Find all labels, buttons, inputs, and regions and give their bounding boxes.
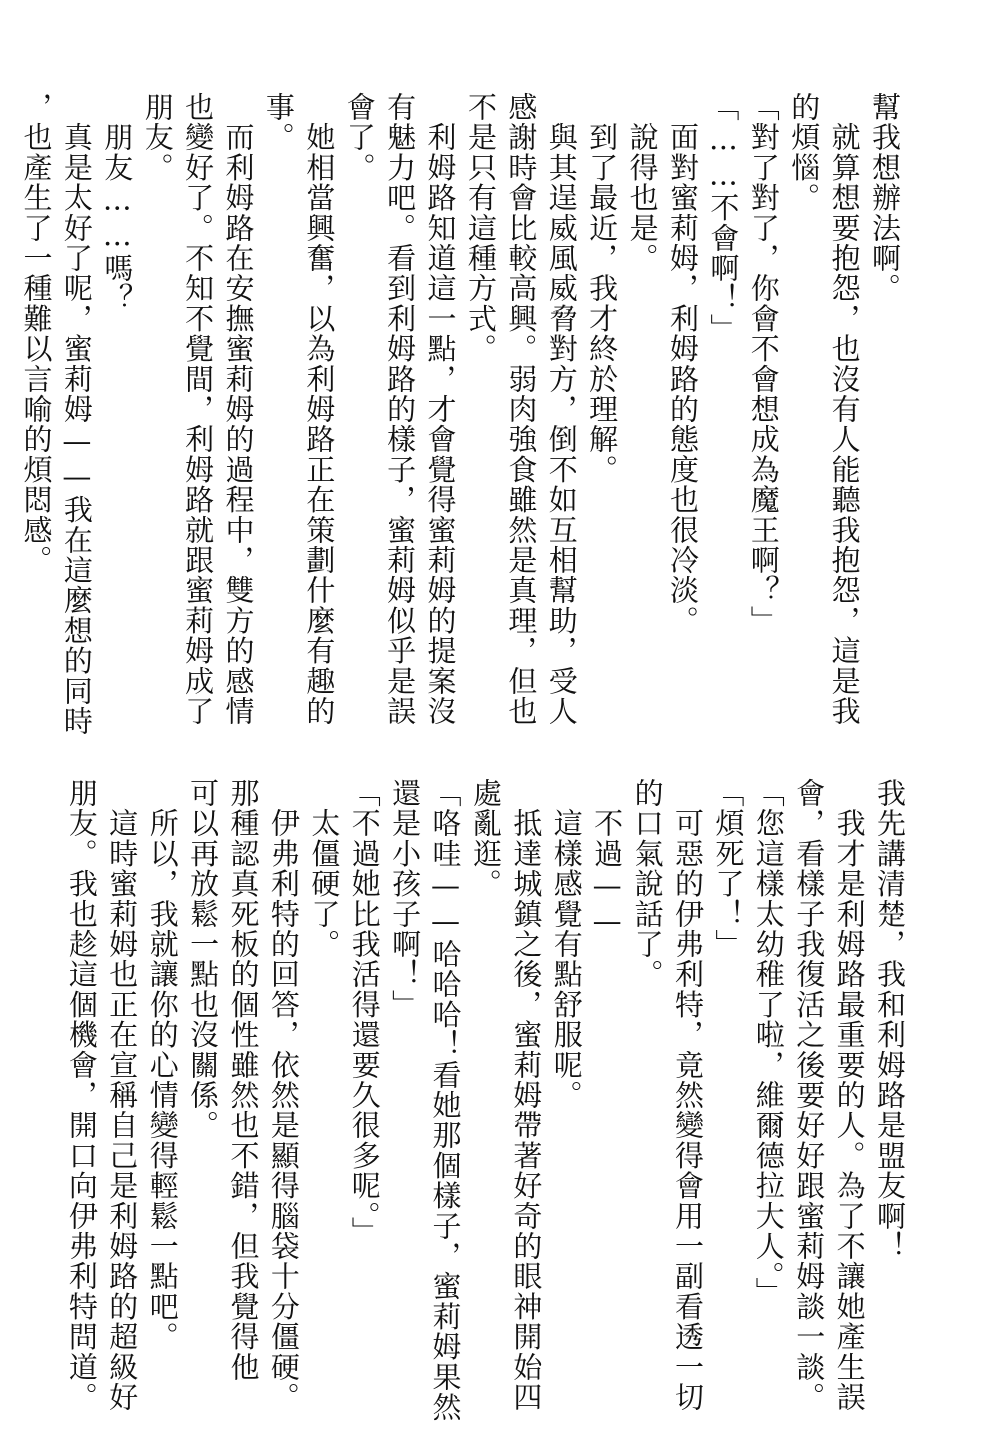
text-line: 她相當興奮，以為利姆路正在策劃什麼有趣的 <box>302 92 337 727</box>
text-line: 「煩死了！」 <box>711 778 746 960</box>
text-line: 面對蜜莉姆，利姆路的態度也很冷淡。 <box>665 92 700 636</box>
text-line: 朋友。我也趁這個機會，開口向伊弗利特問道。 <box>64 778 99 1413</box>
text-line: 我先講清楚，我和利姆路是盟友啊！ <box>873 778 907 1262</box>
text-line: 有魅力吧。看到利姆路的樣子，蜜莉姆似乎是誤 <box>383 92 418 727</box>
text-line: 真是太好了呢，蜜莉姆——我在這麼想的同時 <box>59 92 94 737</box>
text-line: 感謝時會比較高興。弱肉強食雖然是真理，但也 <box>504 92 539 727</box>
text-line: 「您這樣太幼稚了啦，維爾德拉大人。」 <box>751 778 786 1308</box>
text-line: 太僵硬了。 <box>307 778 342 960</box>
text-line: 而利姆路在安撫蜜莉姆的過程中，雙方的感情 <box>221 92 256 727</box>
text-line: 利姆路知道這一點，才會覺得蜜莉姆的提案沒 <box>423 92 458 727</box>
text-line: ，也產生了一種難以言喻的煩悶感。 <box>19 92 54 576</box>
text-line: 所以，我就讓你的心情變得輕鬆一點吧。 <box>145 778 180 1352</box>
text-line: 到了最近，我才終於理解。 <box>585 92 620 485</box>
text-line: 與其逞威風威脅對方，倒不如互相幫助，受人 <box>544 92 579 727</box>
text-line: 「對了對了，你會不會想成為魔王啊？」 <box>746 92 781 636</box>
text-line: 朋友……嗎？ <box>100 92 135 314</box>
text-line: 「咯哇——哈哈哈！看她那個樣子，蜜莉姆果然 <box>428 778 463 1423</box>
text-line: 會了。 <box>342 92 377 183</box>
text-line: 朋友。 <box>140 92 175 183</box>
text-line: 就算想要抱怨，也沒有人能聽我抱怨，這是我 <box>827 92 862 727</box>
text-line: 可惡的伊弗利特，竟然變得會用一副看透一切 <box>670 778 705 1413</box>
text-line: 說得也是。 <box>625 92 660 274</box>
text-line: 抵達城鎮之後，蜜莉姆帶著好奇的眼神開始四 <box>509 778 544 1413</box>
text-line: 可以再放鬆一點也沒關係。 <box>186 778 221 1141</box>
text-line: 這時蜜莉姆也正在宣稱自己是利姆路的超級好 <box>105 778 140 1413</box>
text-line: 處亂逛。 <box>468 778 503 899</box>
text-line: 也變好了。不知不覺間，利姆路就跟蜜莉姆成了 <box>181 92 216 727</box>
text-line: 事。 <box>261 92 296 153</box>
text-line: 「不過她比我活得還要久很多呢。」 <box>347 778 382 1247</box>
text-line: 「……不會啊！」 <box>706 92 741 344</box>
text-block-top <box>16 92 905 737</box>
text-line: 會，看樣子我復活之後要好好跟蜜莉姆談一談。 <box>792 778 827 1413</box>
text-line: 幫我想辦法啊。 <box>868 92 902 304</box>
text-line: 我才是利姆路最重要的人。為了不讓她產生誤 <box>832 778 867 1413</box>
text-line: 伊弗利特的回答，依然是顯得腦袋十分僵硬。 <box>266 778 301 1413</box>
text-line: 那種認真死板的個性雖然也不錯，但我覺得他 <box>226 778 261 1382</box>
text-line: 的煩惱。 <box>787 92 822 213</box>
text-block-bottom <box>61 778 910 1423</box>
text-line: 不是只有這種方式。 <box>463 92 498 364</box>
text-line: 這樣感覺有點舒服呢。 <box>549 778 584 1111</box>
text-line: 還是小孩子啊！」 <box>388 778 423 1020</box>
text-line: 不過—— <box>590 778 625 939</box>
text-line: 的口氣說話了。 <box>630 778 665 990</box>
